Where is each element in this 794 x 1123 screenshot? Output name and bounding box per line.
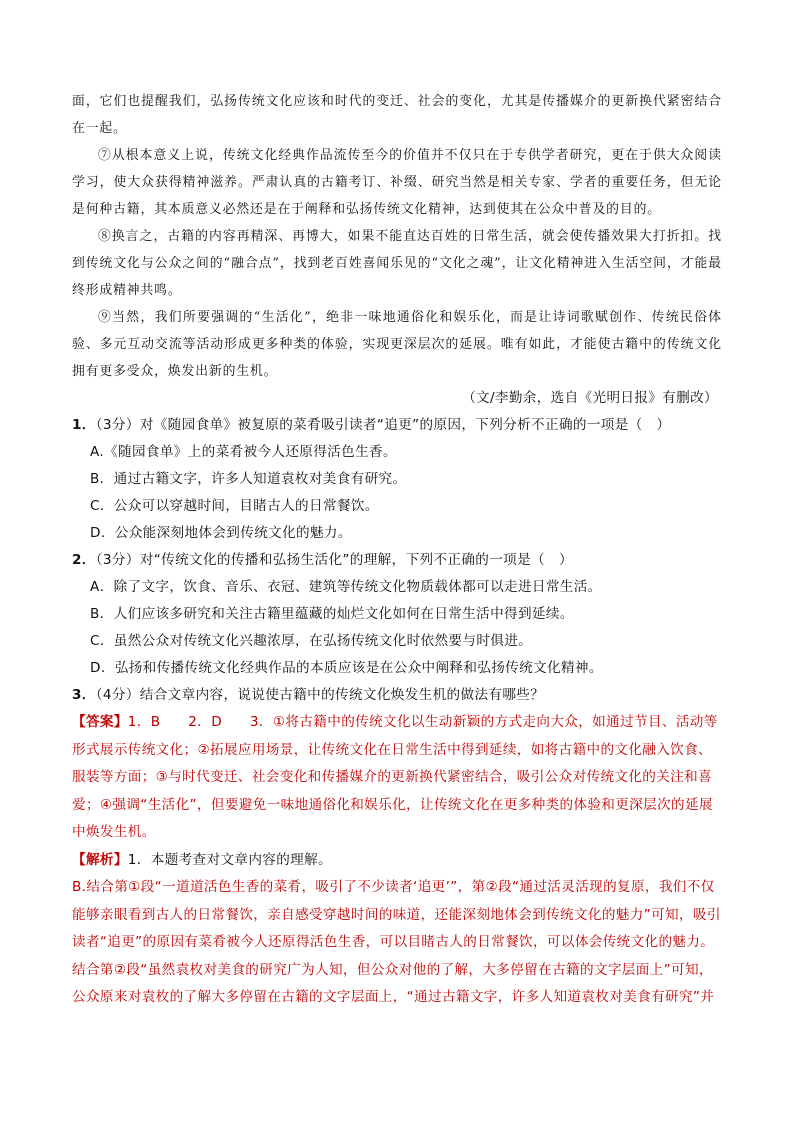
question-2 (72, 547, 722, 574)
question-1-option-d: D．公众能深刻地体会到传统文化的魅力。 (90, 525, 352, 541)
question-2-stem: （3分）对“传统文化的传播和弘扬生活化”的理解，下列不正确的一项是（ ） (95, 552, 573, 568)
article-source: （文/李勤余，选自《光明日报》有删改） (462, 390, 718, 406)
analysis-body: B.结合第①段“一道道活色生香的菜肴，吸引了不少读者‘追更’”，第②段“通过活灵活现的复原，我们不仅能够亲眼看到古人的日常餐饮，亲自感受穿越时间的味道，还能深刻地体会到传统文化的魅力”可知，吸引读者“追更”的原因有菜肴被今人还原得活色生香，可以目睹古人的日常餐饮，可以体会传统文化的魅力。结合第②段“虽然袁枚对美食的研究广为人知，但公众对他的了解，大多停留在古籍的文字层面上”可知，公众原来对袁枚的了解大多停留在古籍的文字层面上，“通过古籍文字，许多人知道袁枚对美食有研究”并 (72, 879, 721, 1005)
analysis-head (72, 847, 722, 875)
answer-block (72, 709, 722, 847)
question-1-option-c: C．公众可以穿越时间，目睹古人的日常餐饮。 (90, 498, 379, 514)
analysis-tag: 【解析】 (72, 851, 128, 868)
question-1-number: 1． (72, 417, 96, 433)
question-1-option-b: B．通过古籍文字，许多人知道袁枚对美食有研究。 (90, 471, 407, 487)
question-2-number: 2． (72, 552, 96, 568)
question-2-option-c: C．虽然公众对传统文化兴趣浓厚，在弘扬传统文化时依然要与时俱进。 (90, 633, 533, 649)
question-2-option-b: B．人们应该多研究和关注古籍里蕴藏的灿烂文化如何在日常生活中得到延续。 (90, 606, 574, 622)
question-1-option-a: A.《随园食单》上的菜肴被今人还原得活色生香。 (90, 444, 397, 460)
article-paragraph-7: ⑦从根本意义上说，传统文化经典作品流传至今的价值并不仅只在于专供学者研究，更在于供大众阅读学习，使大众获得精神滋养。严肃认真的古籍考订、补缀、研究当然是相关专家、学者的重要任务，但无论是何种古籍，其本质意义必然还是在于阐释和弘扬传统文化精神，达到使其在公众中普及的目的。 (72, 148, 722, 217)
article-paragraph-8: ⑧换言之，古籍的内容再精深、再博大，如果不能直达百姓的日常生活，就会使传播效果大打折扣。找到传统文化与公众之间的“融合点”，找到老百姓喜闻乐见的“文化之魂”，让文化精神进入生活空间，才能最终形成精神共鸣。 (72, 229, 722, 298)
question-2-option-d: D．弘扬和传播传统文化经典作品的本质应该是在公众中阐释和弘扬传统文化精神。 (90, 660, 603, 676)
question-1-stem: （3分）对《随园食单》被复原的菜肴吸引读者“追更”的原因，下列分析不正确的一项是（ ） (95, 417, 671, 433)
article-body (72, 88, 722, 385)
question-3-number: 3． (72, 687, 96, 703)
document-page (72, 88, 722, 1012)
article-paragraph-9: ⑨当然，我们所要强调的“生活化”，绝非一味地通俗化和娱乐化，而是让诗词歌赋创作、传统民俗体验、多元互动交流等活动形成更多种类的体验，实现更深层次的延展。唯有如此，才能使古籍中的传统文化拥有更多受众，焕发出新的生机。 (72, 310, 722, 379)
question-3-stem: （4分）结合文章内容，说说使古籍中的传统文化焕发生机的做法有哪些？ (95, 687, 545, 703)
answer-tag: 【答案】 (72, 714, 128, 730)
article-paragraph-continued: 面，它们也提醒我们，弘扬传统文化应该和时代的变迁、社会的变化，尤其是传播媒介的更新换代紧密结合在一起。 (72, 94, 722, 136)
analysis-head-text: 1．本题考查对文章内容的理解。 (127, 851, 332, 868)
question-2-option-a: A．除了文字，饮食、音乐、衣冠、建筑等传统文化物质载体都可以走进日常生活。 (90, 579, 602, 595)
question-3 (72, 682, 722, 709)
question-1 (72, 412, 722, 439)
answer-text: 1．B 2．D 3．①将古籍中的传统文化以生动新颖的方式走向大众，如通过节目、活动等形式展示传统文化；②拓展应用场景，让传统文化在日常生活中得到延续，如将古籍中的文化融入饮食、服装等方面；③与时代变迁、社会变化和传播媒介的更新换代紧密结合，吸引公众对传统文化的关注和喜爱；④强调“生活化”，但要避免一味地通俗化和娱乐化，让传统文化在更多种类的体验和更深层次的延展中焕发生机。 (72, 714, 718, 840)
questions-section (72, 385, 722, 1012)
